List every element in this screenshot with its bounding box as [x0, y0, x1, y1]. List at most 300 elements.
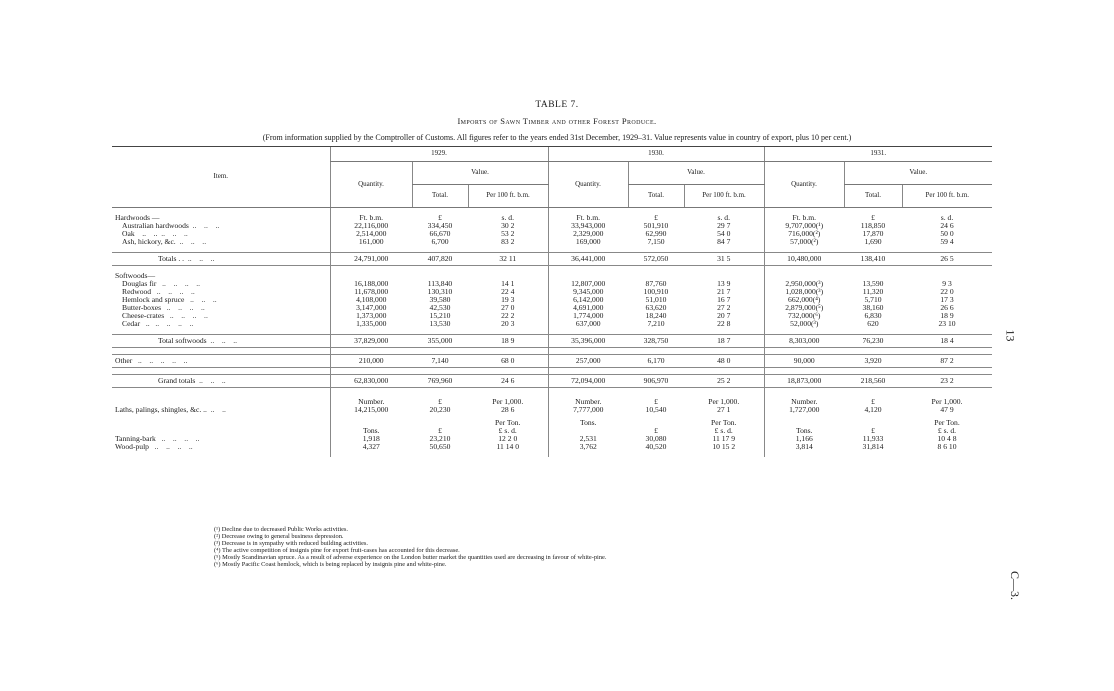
empty-cell — [112, 387, 330, 398]
table-cell: 2,879,000(⁵) — [764, 304, 844, 312]
leader-dots: .. .. .. .. .. — [132, 355, 188, 365]
table-cell: 42,530 — [429, 302, 451, 312]
unit-label: Per Ton. — [495, 418, 521, 428]
year-1931-header: 1931. — [764, 147, 992, 162]
table-cell: 17 3 — [940, 294, 954, 304]
table-cell: 169,000 — [548, 238, 628, 246]
unit-label: £ — [438, 213, 442, 222]
table-cell: 63,620 — [645, 302, 667, 312]
empty-cell — [330, 347, 412, 354]
unit-label: s. d. — [501, 213, 514, 222]
empty-cell — [628, 367, 684, 374]
table-cell: 906,970 — [628, 374, 684, 387]
hardwoods-total-row — [112, 252, 992, 265]
table-cell: 36,441,000 — [548, 252, 628, 265]
unit-label: Tons. — [548, 419, 628, 427]
table-cell: 732,000(⁶) — [764, 312, 844, 320]
empty-cell — [330, 387, 412, 398]
table-cell: 16,188,000 — [330, 280, 412, 288]
table-cell: 10,480,000 — [764, 252, 844, 265]
table-cell: 23 2 — [902, 374, 992, 387]
row-label-text: Ash, hickory, &c. — [122, 236, 176, 246]
table-cell: 9,345,000 — [548, 288, 628, 296]
empty-cell — [764, 387, 844, 398]
row-label — [112, 354, 330, 367]
table-cell: 218,560 — [844, 374, 902, 387]
table-cell: 11 17 9 — [712, 434, 735, 444]
leader-dots: .. .. .. .. — [148, 442, 193, 452]
unit-label: £ — [654, 396, 658, 406]
table-cell: 48 0 — [684, 354, 764, 367]
unit-label: £ s. d. — [498, 426, 517, 436]
table-cell: 27 1 — [717, 404, 731, 414]
table-cell: 22 2 — [501, 310, 515, 320]
empty-cell — [112, 451, 330, 457]
page-number: 13 — [1003, 329, 1018, 342]
table-row — [112, 280, 992, 288]
table-cell: 161,000 — [330, 238, 412, 246]
table-cell: 53 2 — [501, 228, 515, 238]
table-cell: 7,150 — [647, 236, 665, 246]
empty-cell — [764, 367, 844, 374]
table-cell: 8,303,000 — [764, 334, 844, 347]
table-cell: 7,777,000 — [548, 406, 628, 414]
table-row — [112, 312, 992, 320]
leader-dots: .. .. .. — [188, 220, 220, 230]
table-cell: 32 11 — [468, 252, 548, 265]
empty-cell — [684, 451, 764, 457]
empty-cell — [468, 347, 548, 354]
leader-dots: .. .. .. — [184, 253, 215, 263]
table-cell: 72,094,000 — [548, 374, 628, 387]
unit-label: £ — [654, 426, 658, 436]
unit-label: £ — [871, 396, 875, 406]
row-label-text: Laths, palings, shingles, &c. .. — [115, 404, 207, 414]
value-header-1931: Value. — [844, 162, 992, 185]
table-cell: 18 7 — [684, 334, 764, 347]
row-label — [112, 374, 330, 387]
table-cell: 3,814 — [764, 443, 844, 451]
per100-header-1929: Per 100 ft. b.m. — [468, 185, 548, 208]
table-cell: 2,514,000 — [330, 230, 412, 238]
table-cell: 18 4 — [902, 334, 992, 347]
empty-cell — [468, 451, 548, 457]
row-label-text: Australian hardwoods — [122, 220, 189, 230]
leader-dots: .. .. .. .. — [155, 434, 200, 444]
empty-cell — [844, 367, 902, 374]
year-1929-header: 1929. — [330, 147, 548, 162]
empty-cell — [468, 367, 548, 374]
footnote-1: (¹) Decline due to decreased Public Works activities. — [214, 526, 349, 533]
table-cell: 47 9 — [940, 404, 954, 414]
table-cell: 35,396,000 — [548, 334, 628, 347]
table-cell: 39,580 — [429, 294, 451, 304]
table-cell: 4,327 — [330, 443, 412, 451]
table-cell: 1,918 — [330, 435, 412, 443]
unit-label: Per 1,000. — [931, 396, 963, 406]
laths-row — [112, 406, 992, 414]
leader-dots: .. .. .. — [195, 375, 226, 385]
row-label-text: Cheese-crates — [122, 310, 165, 320]
table-cell: 20 7 — [717, 310, 731, 320]
table-cell: 9,707,000(¹) — [764, 222, 844, 230]
table-cell: 26 5 — [902, 252, 992, 265]
units-row — [112, 214, 992, 222]
leader-dots: .. .. .. .. — [149, 318, 194, 328]
table-cell: 1,028,000(³) — [764, 288, 844, 296]
table-cell: 57,000(²) — [764, 238, 844, 246]
row-label-text: Totals . . — [158, 253, 185, 263]
unit-label: s. d. — [717, 213, 730, 222]
table-cell: 66,670 — [429, 228, 451, 238]
table-cell: 210,000 — [330, 354, 412, 367]
table-cell: 328,750 — [628, 334, 684, 347]
empty-cell — [548, 367, 628, 374]
table-cell: 2,950,000(³) — [764, 280, 844, 288]
row-label-text: Other — [115, 355, 133, 365]
table-cell: 11,320 — [862, 286, 884, 296]
empty-cell — [330, 367, 412, 374]
row-label-text: Redwood — [122, 286, 152, 296]
table-cell: 54 0 — [717, 228, 731, 238]
unit-label: Number. — [764, 398, 844, 406]
table-cell: 62,830,000 — [330, 374, 412, 387]
unit-label: s. d. — [940, 213, 954, 222]
year-1930-header: 1930. — [548, 147, 764, 162]
unit-label: £ — [871, 213, 875, 222]
table-cell: 6,830 — [864, 310, 882, 320]
footnote-2: (²) Decrease owing to general business depression. — [214, 533, 344, 541]
table-cell: 27 2 — [717, 302, 731, 312]
table-cell: 26 6 — [940, 302, 954, 312]
table-cell: 18 9 — [468, 334, 548, 347]
row-label-text: Tanning-bark — [115, 434, 156, 444]
row-label — [112, 252, 330, 265]
table-cell: 138,410 — [844, 252, 902, 265]
empty-cell — [684, 347, 764, 354]
table-cell: 27 0 — [501, 302, 515, 312]
table-cell: 15,210 — [429, 310, 451, 320]
table-cell: 59 4 — [940, 236, 954, 246]
table-cell: 572,050 — [628, 252, 684, 265]
spacer-row — [112, 367, 992, 374]
empty-cell — [548, 347, 628, 354]
unit-label: Ft. b.m. — [548, 214, 628, 222]
spacer-row — [112, 451, 992, 457]
imports-table-frame — [112, 146, 992, 457]
table-cell: 4,108,000 — [330, 296, 412, 304]
empty-cell — [844, 451, 902, 457]
empty-cell — [412, 387, 468, 398]
empty-cell — [628, 451, 684, 457]
table-cell: 1,774,000 — [548, 312, 628, 320]
leader-dots: .. .. .. .. — [156, 278, 201, 288]
table-cell: 1,335,000 — [330, 320, 412, 328]
unit-label: £ s. d. — [937, 426, 957, 436]
table-cell: 10 4 8 — [937, 434, 957, 444]
table-cell: 20,230 — [429, 404, 451, 414]
table-row — [112, 435, 992, 443]
table-cell: 2,329,000 — [548, 230, 628, 238]
table-cell: 52,000(³) — [764, 320, 844, 328]
footnote-4: (⁴) The active competition of insignis pine for export fruit-cases has accounted for this decrease. — [214, 547, 460, 555]
table-cell: 20 3 — [501, 318, 515, 328]
table-cell: 14 1 — [501, 278, 515, 288]
value-header-1929: Value. — [412, 162, 548, 185]
spacer-row — [112, 347, 992, 354]
table-cell: 18 9 — [940, 310, 954, 320]
table-cell: 7,140 — [412, 354, 468, 367]
footnote-5: (⁵) Mostly Scandinavian spruce. As a result of adverse experience on the London butter market the quantities used are decreasing in favour of white-pine. — [214, 554, 607, 562]
laths-units-row — [112, 398, 992, 406]
empty-cell — [628, 347, 684, 354]
footnotes — [214, 526, 606, 569]
empty-cell — [412, 347, 468, 354]
table-cell: 257,000 — [548, 354, 628, 367]
table-cell: 637,000 — [548, 320, 628, 328]
row-label-text: Douglas fir — [122, 278, 157, 288]
table-cell: 13,530 — [429, 318, 451, 328]
table-cell: 3,762 — [548, 443, 628, 451]
table-cell: 84 7 — [717, 236, 731, 246]
table-cell: 22 8 — [717, 318, 731, 328]
leader-dots: .. .. .. .. — [161, 302, 205, 312]
table-cell: 1,373,000 — [330, 312, 412, 320]
empty-cell — [764, 347, 844, 354]
unit-label: Per Ton. — [711, 418, 737, 428]
table-cell: 14,215,000 — [330, 406, 412, 414]
per100-header-1930: Per 100 ft. b.m. — [684, 185, 764, 208]
table-cell: 25 2 — [684, 374, 764, 387]
table-cell: 11,933 — [862, 434, 884, 444]
table-cell: 5,710 — [864, 294, 882, 304]
unit-label: £ — [438, 396, 442, 406]
unit-label: Tons. — [330, 427, 412, 435]
empty-cell — [902, 347, 992, 354]
table-cell: 22,116,000 — [330, 222, 412, 230]
table-cell: 24 6 — [940, 220, 954, 230]
ton-units-row-a — [112, 419, 992, 427]
table-row — [112, 288, 992, 296]
item-header: Item. — [112, 147, 330, 208]
table-cell: 6,170 — [628, 354, 684, 367]
section-label: Hardwoods — — [115, 213, 160, 222]
row-label-text: Butter-boxes — [122, 302, 162, 312]
spacer-row — [112, 387, 992, 398]
table-cell: 23 10 — [938, 318, 956, 328]
table-cell: 22 0 — [940, 286, 954, 296]
table-cell: 50,650 — [429, 442, 451, 452]
table-cell: 76,230 — [844, 334, 902, 347]
total-header-1931: Total. — [844, 185, 902, 208]
unit-label: £ — [871, 426, 875, 436]
table-subtitle: Imports of Sawn Timber and other Forest Produce. — [457, 116, 657, 126]
total-header-1930: Total. — [628, 185, 684, 208]
total-header-1929: Total. — [412, 185, 468, 208]
leader-dots: .. .. .. .. — [151, 286, 195, 296]
table-body — [112, 208, 992, 458]
table-cell: 13 9 — [717, 278, 731, 288]
empty-cell — [684, 387, 764, 398]
ton-units-row-b — [112, 427, 992, 435]
table-cell: 2,531 — [548, 435, 628, 443]
quantity-header-1931: Quantity. — [764, 162, 844, 208]
table-cell: 38,160 — [862, 302, 884, 312]
table-cell: 87 2 — [902, 354, 992, 367]
table-cell: 29 7 — [717, 220, 731, 230]
empty-cell — [112, 419, 330, 427]
table-row — [112, 443, 992, 451]
table-cell: 769,960 — [412, 374, 468, 387]
table-cell: 24 6 — [468, 374, 548, 387]
table-cell: 16 7 — [717, 294, 731, 304]
unit-label: Number. — [548, 398, 628, 406]
unit-label: Per Ton. — [934, 418, 960, 428]
table-cell: 407,820 — [412, 252, 468, 265]
section-label: Softwoods— — [115, 270, 156, 280]
table-cell: 12,807,000 — [548, 280, 628, 288]
row-label-text: Oak .. .. — [122, 228, 158, 238]
footnote-6: (⁶) Mostly Pacific Coast hemlock, which is being replaced by insignis pine and white-pine. — [214, 561, 447, 569]
grand-total-row — [112, 374, 992, 387]
source-note: (From information supplied by the Comptroller of Customs. All figures refer to the years ended 31st December, 1929–31. Value represents value in country of export, plus 10 per cent.) — [262, 133, 852, 142]
table-cell: 100,910 — [643, 286, 669, 296]
table-cell: 83 2 — [501, 236, 515, 246]
imports-table — [112, 146, 992, 457]
table-cell: 18,873,000 — [764, 374, 844, 387]
table-cell: 9 3 — [942, 278, 952, 288]
unit-label: Ft. b.m. — [764, 214, 844, 222]
table-cell: 662,000(⁴) — [764, 296, 844, 304]
table-header — [112, 147, 992, 208]
header-row-years — [112, 147, 992, 162]
table-row — [112, 238, 992, 246]
table-cell: 30,080 — [645, 434, 667, 444]
quantity-header-1929: Quantity. — [330, 162, 412, 208]
empty-cell — [112, 347, 330, 354]
empty-cell — [330, 451, 412, 457]
table-cell: 716,000(²) — [764, 230, 844, 238]
empty-cell — [684, 367, 764, 374]
table-cell: 620 — [867, 318, 879, 328]
unit-label: Per 1,000. — [492, 396, 524, 406]
table-cell: 18,240 — [645, 310, 667, 320]
table-cell: 17,870 — [862, 228, 884, 238]
leader-dots: .. .. .. — [184, 294, 217, 304]
table-cell: 355,000 — [412, 334, 468, 347]
table-cell: 33,943,000 — [548, 222, 628, 230]
softwoods-label-row — [112, 272, 992, 280]
row-label-text: Grand totals — [158, 375, 196, 385]
row-label-text: Hemlock and spruce — [122, 294, 185, 304]
quantity-header-1930: Quantity. — [548, 162, 628, 208]
row-label — [112, 443, 330, 451]
row-label — [112, 238, 330, 246]
empty-cell — [844, 387, 902, 398]
table-cell: 31 5 — [684, 252, 764, 265]
table-cell: 113,840 — [427, 278, 453, 288]
table-row — [112, 304, 992, 312]
table-cell: 130,310 — [427, 286, 453, 296]
table-cell: 40,520 — [645, 442, 667, 452]
table-cell: 28 6 — [501, 404, 515, 414]
table-cell: 12 2 0 — [498, 434, 518, 444]
table-cell: 31,814 — [862, 442, 884, 452]
table-cell: 19 3 — [501, 294, 515, 304]
empty-cell — [902, 367, 992, 374]
empty-cell — [412, 451, 468, 457]
table-cell: 8 6 10 — [937, 442, 957, 452]
unit-label: Per 1,000. — [708, 396, 740, 406]
row-label-text: Wood-pulp — [115, 442, 149, 452]
table-cell: 1,166 — [764, 435, 844, 443]
empty-cell — [548, 387, 628, 398]
row-label — [112, 406, 330, 414]
empty-cell — [902, 451, 992, 457]
table-cell: 22 4 — [501, 286, 515, 296]
table-cell: 3,147,000 — [330, 304, 412, 312]
table-cell: 10 15 2 — [712, 442, 736, 452]
unit-label: Ft. b.m. — [330, 214, 412, 222]
unit-label: £ — [438, 426, 442, 436]
empty-cell — [468, 387, 548, 398]
other-row — [112, 354, 992, 367]
unit-label: Number. — [330, 398, 412, 406]
table-cell: 23,210 — [429, 434, 451, 444]
empty-cell — [902, 387, 992, 398]
row-label — [112, 334, 330, 347]
table-cell: 6,142,000 — [548, 296, 628, 304]
table-row — [112, 296, 992, 304]
table-cell: 7,210 — [647, 318, 665, 328]
table-cell: 501,910 — [643, 220, 669, 230]
table-cell: 11,678,000 — [330, 288, 412, 296]
leader-dots: .. .. .. — [157, 228, 188, 238]
table-cell: 4,691,000 — [548, 304, 628, 312]
table-row — [112, 230, 992, 238]
table-cell: 68 0 — [468, 354, 548, 367]
empty-cell — [844, 347, 902, 354]
row-label-text: Cedar .. — [122, 318, 150, 328]
table-cell: 3,920 — [844, 354, 902, 367]
table-cell: 90,000 — [764, 354, 844, 367]
table-cell: 11 14 0 — [496, 442, 519, 452]
table-row — [112, 320, 992, 328]
row-label-text: Total softwoods — [158, 335, 207, 345]
table-cell: 37,829,000 — [330, 334, 412, 347]
table-cell: 4,120 — [864, 404, 882, 414]
empty-cell — [548, 451, 628, 457]
empty-cell — [764, 451, 844, 457]
per100-header-1931: Per 100 ft. b.m. — [902, 185, 992, 208]
unit-label: Tons. — [764, 427, 844, 435]
empty-cell — [112, 367, 330, 374]
table-cell: 1,690 — [864, 236, 882, 246]
table-cell: 87,760 — [645, 278, 667, 288]
leader-dots: .. .. .. — [206, 335, 237, 345]
table-title: TABLE 7. — [535, 100, 579, 110]
table-cell: 10,540 — [645, 404, 667, 414]
table-cell: 13,590 — [862, 278, 884, 288]
empty-cell — [628, 387, 684, 398]
footnote-3: (³) Decrease is in sympathy with reduced building activities. — [214, 540, 369, 548]
row-label — [112, 320, 330, 328]
unit-label: £ — [654, 213, 658, 222]
sheet-reference: C—3. — [1008, 570, 1023, 601]
table-cell: 334,450 — [427, 220, 453, 230]
softwoods-total-row — [112, 334, 992, 347]
table-cell: 30 2 — [501, 220, 515, 230]
